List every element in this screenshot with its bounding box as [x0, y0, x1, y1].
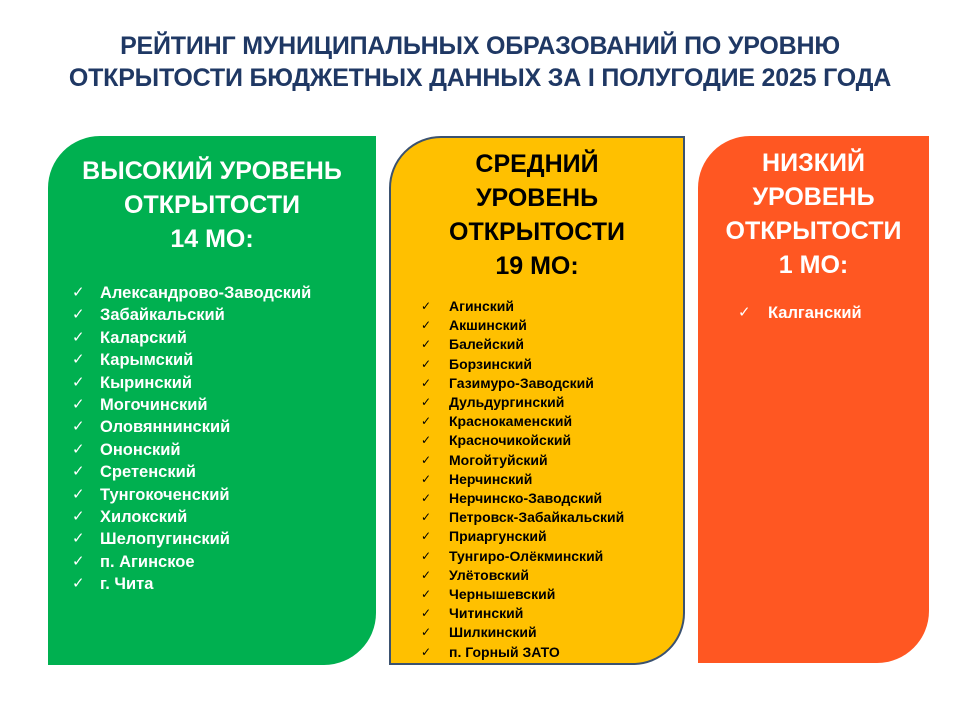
page-title: [20, 30, 940, 94]
heading-line: УРОВЕНЬ: [475, 184, 599, 212]
medium-openness-list: [391, 297, 683, 662]
list-item: [421, 374, 683, 393]
municipality-name: Акшинский: [449, 317, 527, 334]
list-item: [72, 573, 376, 595]
checkmark-icon: ✓: [421, 510, 432, 525]
municipality-name: Чернышевский: [449, 586, 556, 603]
checkmark-icon: ✓: [421, 337, 432, 352]
municipality-name: Газимуро-Заводский: [449, 374, 594, 391]
checkmark-icon: ✓: [738, 304, 751, 321]
list-item: [421, 508, 683, 527]
municipality-name: г. Чита: [100, 575, 154, 594]
checkmark-icon: ✓: [72, 306, 85, 324]
checkmark-icon: ✓: [72, 575, 85, 593]
checkmark-icon: ✓: [72, 418, 85, 436]
checkmark-icon: ✓: [421, 567, 432, 582]
list-item: [72, 394, 376, 416]
checkmark-icon: ✓: [421, 299, 432, 313]
checkmark-icon: ✓: [421, 356, 432, 371]
municipality-name: Ононский: [100, 440, 181, 459]
checkmark-icon: ✓: [421, 433, 432, 448]
checkmark-icon: ✓: [72, 530, 85, 548]
municipality-name: Оловяннинский: [100, 418, 231, 437]
municipality-name: Нерчинско-Заводский: [449, 490, 603, 507]
list-item: [72, 528, 376, 550]
checkmark-icon: ✓: [72, 396, 85, 414]
high-openness-heading: [48, 154, 376, 256]
heading-line: 19 МО:: [495, 252, 579, 280]
checkmark-icon: ✓: [72, 485, 85, 503]
list-item: [421, 547, 683, 566]
municipality-name: Могочинский: [100, 396, 208, 415]
checkmark-icon: ✓: [421, 491, 432, 506]
heading-line: 1 МО:: [778, 251, 849, 279]
page-title-line: РЕЙТИНГ МУНИЦИПАЛЬНЫХ ОБРАЗОВАНИЙ ПО УРОВНЮ: [120, 32, 840, 60]
municipality-name: Улётовский: [449, 566, 529, 583]
municipality-name: Александрово-Заводский: [100, 284, 312, 302]
checkmark-icon: ✓: [421, 471, 432, 486]
checkmark-icon: ✓: [421, 548, 432, 563]
municipality-name: п. Агинское: [100, 552, 195, 571]
checkmark-icon: ✓: [421, 395, 432, 410]
heading-line: НИЗКИЙ: [762, 149, 865, 177]
checkmark-icon: ✓: [421, 414, 432, 429]
checkmark-icon: ✓: [421, 529, 432, 544]
page-title-line: ОТКРЫТОСТИ БЮДЖЕТНЫХ ДАННЫХ ЗА I ПОЛУГОДИЕ 2025 ГОДА: [68, 64, 892, 92]
checkmark-icon: ✓: [421, 587, 432, 602]
list-item: [421, 623, 683, 642]
high-openness-card: [48, 136, 376, 665]
list-item: [421, 604, 683, 623]
low-openness-heading: [698, 146, 929, 282]
municipality-name: Карымский: [100, 351, 194, 370]
checkmark-icon: ✓: [421, 644, 432, 659]
heading-line: УРОВЕНЬ: [752, 183, 875, 211]
list-item: [421, 335, 683, 354]
municipality-name: Калганский: [768, 304, 862, 322]
list-item: [421, 451, 683, 470]
municipality-name: п. Горный ЗАТО: [449, 643, 560, 660]
list-item: [421, 489, 683, 508]
checkmark-icon: ✓: [72, 463, 85, 481]
list-item: [72, 304, 376, 326]
list-item: [72, 506, 376, 528]
high-openness-list: [48, 282, 376, 596]
checkmark-icon: ✓: [421, 452, 432, 467]
checkmark-icon: ✓: [421, 318, 432, 333]
checkmark-icon: ✓: [421, 606, 432, 621]
medium-openness-heading: [391, 147, 683, 283]
checkmark-icon: ✓: [421, 375, 432, 390]
list-item: [72, 349, 376, 371]
municipality-name: Приаргунский: [449, 528, 547, 545]
municipality-name: Сретенский: [100, 463, 196, 482]
list-item: [72, 551, 376, 573]
municipality-name: Агинский: [449, 298, 515, 314]
municipality-name: Хилокский: [100, 508, 188, 527]
municipality-name: Каларский: [100, 328, 187, 347]
list-item: [72, 372, 376, 394]
list-item: [421, 393, 683, 412]
low-openness-card: [698, 136, 929, 663]
municipality-name: Петровск-Забайкальский: [449, 509, 625, 526]
list-item: [421, 643, 683, 662]
municipality-name: Кыринский: [100, 373, 193, 392]
municipality-name: Балейский: [449, 336, 524, 353]
heading-line: ОТКРЫТОСТИ: [449, 218, 625, 246]
list-item: [421, 355, 683, 374]
heading-line: ОТКРЫТОСТИ: [124, 191, 300, 219]
municipality-name: Забайкальский: [100, 306, 225, 325]
list-item: [72, 461, 376, 483]
municipality-name: Борзинский: [449, 355, 533, 372]
municipality-name: Дульдургинский: [449, 394, 565, 411]
list-item: [421, 566, 683, 585]
municipality-name: Тунгиро-Олёкминский: [449, 547, 604, 564]
heading-line: 14 МО:: [170, 225, 254, 253]
checkmark-icon: ✓: [72, 351, 85, 369]
list-item: [738, 302, 929, 324]
checkmark-icon: ✓: [72, 328, 85, 346]
medium-openness-card: [389, 136, 685, 665]
list-item: [421, 412, 683, 431]
municipality-name: Шелопугинский: [100, 530, 230, 549]
list-item: [421, 527, 683, 546]
list-item: [421, 316, 683, 335]
heading-line: ВЫСОКИЙ УРОВЕНЬ: [82, 157, 342, 185]
heading-line: СРЕДНИЙ: [475, 150, 599, 178]
list-item: [72, 416, 376, 438]
municipality-name: Тунгокоченский: [100, 485, 230, 504]
checkmark-icon: ✓: [72, 373, 85, 391]
municipality-name: Читинский: [449, 605, 524, 622]
heading-line: ОТКРЫТОСТИ: [725, 217, 902, 245]
municipality-name: Нерчинский: [449, 470, 533, 487]
list-item: [421, 431, 683, 450]
low-openness-list: [698, 302, 929, 324]
list-item: [421, 297, 683, 316]
municipality-name: Красночикойский: [449, 432, 572, 449]
list-item: [72, 327, 376, 349]
checkmark-icon: ✓: [421, 625, 432, 640]
list-item: [72, 484, 376, 506]
list-item: [421, 585, 683, 604]
checkmark-icon: ✓: [72, 440, 85, 458]
municipality-name: Краснокаменский: [449, 413, 573, 430]
municipality-name: Шилкинский: [449, 624, 537, 641]
checkmark-icon: ✓: [72, 284, 85, 301]
checkmark-icon: ✓: [72, 552, 85, 570]
municipality-name: Могойтуйский: [449, 451, 548, 468]
list-item: [421, 470, 683, 489]
list-item: [72, 282, 376, 304]
list-item: [72, 439, 376, 461]
checkmark-icon: ✓: [72, 508, 85, 526]
